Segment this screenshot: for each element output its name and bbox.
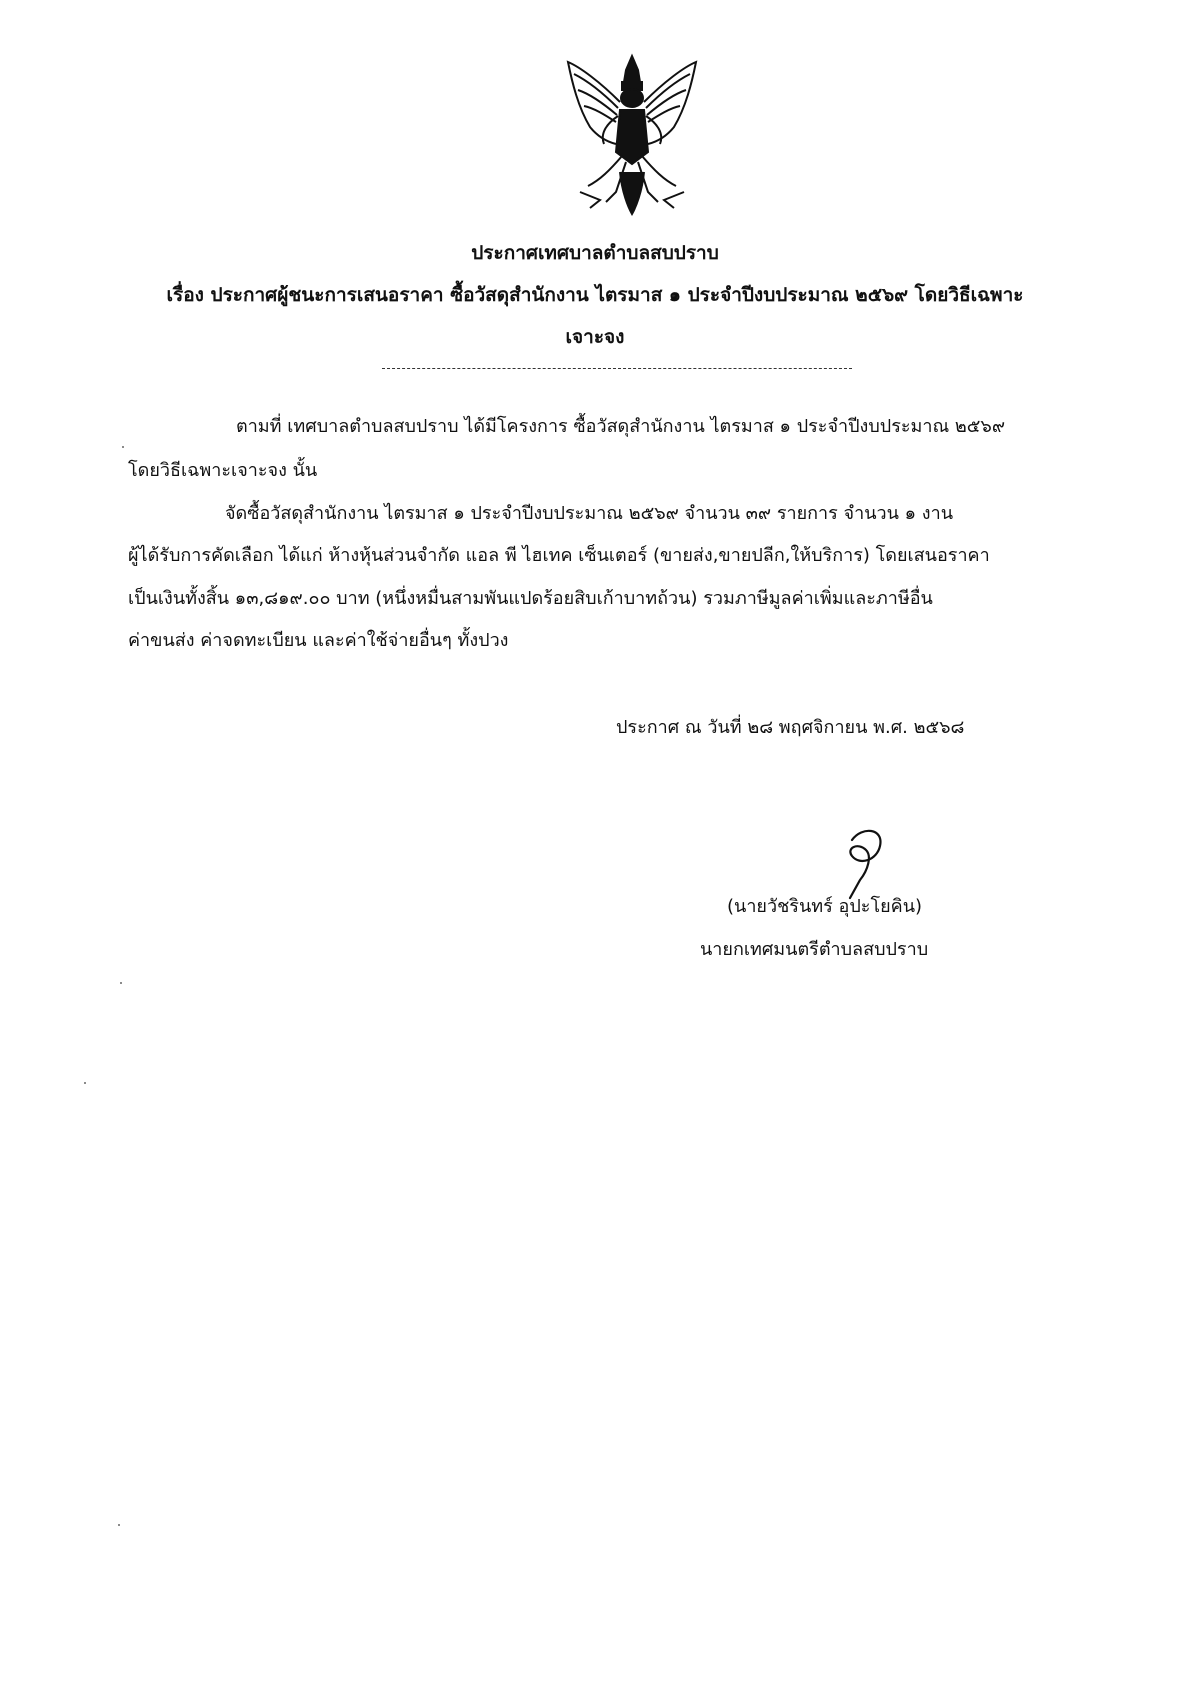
scan-speck <box>122 446 124 448</box>
scan-speck <box>118 1524 120 1526</box>
paragraph-2-line-1: จัดซื้อวัสดุสำนักงาน ไตรมาส ๑ ประจำปีงบประมาณ ๒๕๖๙ จำนวน ๓๙ รายการ จำนวน ๑ งาน <box>225 503 953 524</box>
paragraph-2-line-2: ผู้ได้รับการคัดเลือก ได้แก่ ห้างหุ้นส่วนจำกัด แอล พี ไฮเทค เซ็นเตอร์ (ขายส่ง,ขายปลีก,ให้บริการ) โดยเสนอราคา <box>128 545 990 566</box>
scan-speck <box>84 1082 86 1084</box>
garuda-emblem-icon <box>560 52 705 217</box>
signer-name: (นายวัชรินทร์ อุปะโยคิน) <box>727 896 923 917</box>
paragraph-2-line-4: ค่าขนส่ง ค่าจดทะเบียน และค่าใช้จ่ายอื่นๆ ทั้งปวง <box>128 630 509 651</box>
signer-title: นายกเทศมนตรีตำบลสบปราบ <box>700 939 929 960</box>
announcement-subject-continued: เจาะจง <box>565 326 625 348</box>
paragraph-1-line-2: โดยวิธีเฉพาะเจาะจง นั้น <box>128 460 318 481</box>
paragraph-2-line-3: เป็นเงินทั้งสิ้น ๑๓,๘๑๙.๐๐ บาท (หนึ่งหมื่นสามพันแปดร้อยสิบเก้าบาทถ้วน) รวมภาษีมูลค่าเพิ่มและภาษีอื่น <box>128 588 933 609</box>
announcement-subject: เรื่อง ประกาศผู้ชนะการเสนอราคา ซื้อวัสดุสำนักงาน ไตรมาส ๑ ประจำปีงบประมาณ ๒๕๖๙ โดยวิธีเฉพาะ <box>166 284 1024 306</box>
announcement-date: ประกาศ ณ วันที่ ๒๘ พฤศจิกายน พ.ศ. ๒๕๖๘ <box>616 717 965 738</box>
paragraph-1-line-1: ตามที่ เทศบาลตำบลสบปราบ ได้มีโครงการ ซื้อวัสดุสำนักงาน ไตรมาส ๑ ประจำปีงบประมาณ ๒๕๖๙ <box>236 416 1006 437</box>
scan-speck <box>120 982 122 984</box>
handwritten-signature-icon <box>822 822 902 902</box>
announcement-organization: ประกาศเทศบาลตำบลสบปราบ <box>471 242 719 264</box>
header-divider <box>382 368 852 369</box>
